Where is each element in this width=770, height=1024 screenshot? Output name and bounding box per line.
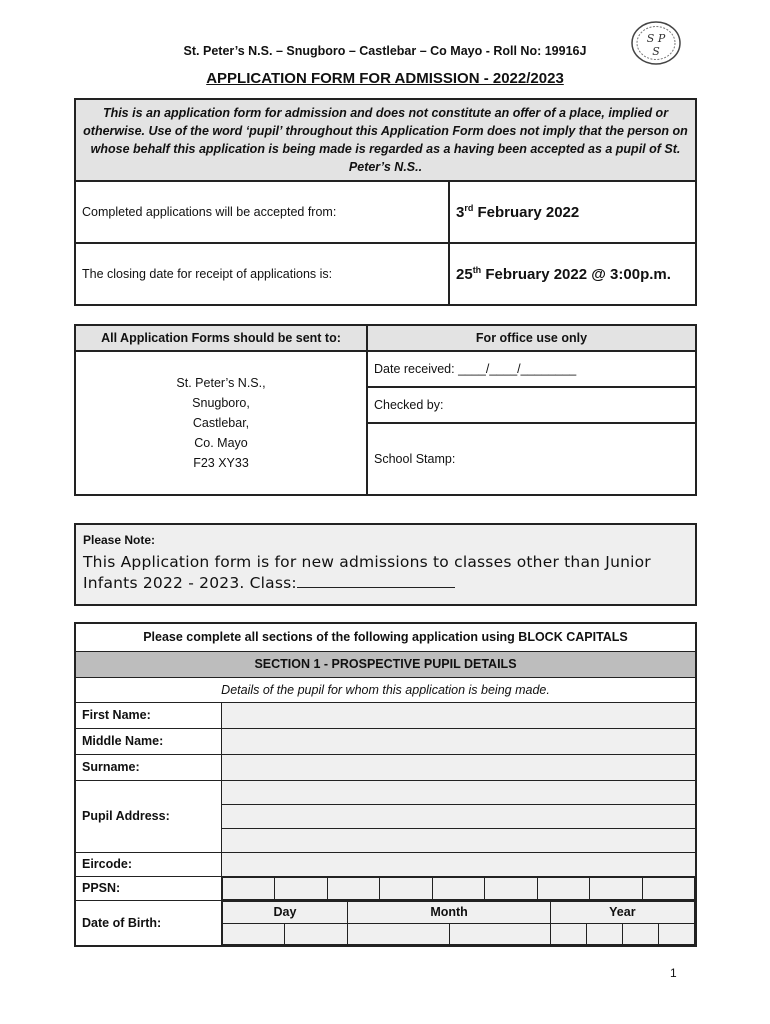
- dob-month-box[interactable]: [348, 923, 449, 945]
- dob-day-box[interactable]: [285, 923, 348, 945]
- dob-label: Date of Birth:: [75, 900, 221, 946]
- school-address: St. Peter’s N.S., Snugboro, Castlebar, Co. Mayo F23 XY33: [75, 351, 367, 495]
- accept-from-label: Completed applications will be accepted from:: [75, 181, 449, 243]
- middle-name-label: Middle Name:: [75, 728, 221, 754]
- school-crest-logo: [630, 20, 682, 66]
- dob-day-header: Day: [222, 901, 348, 923]
- note-text: This Application form is for new admissions to classes other than Junior Infants 2022 - 2023. Class:: [83, 553, 651, 592]
- dob-year-box[interactable]: [658, 923, 694, 945]
- ppsn-char-box[interactable]: [275, 877, 328, 899]
- middle-name-field[interactable]: [221, 728, 696, 754]
- dob-month-header: Month: [348, 901, 550, 923]
- block-capitals-instruction: Please complete all sections of the following application using BLOCK CAPITALS: [75, 623, 696, 651]
- school-header-line: St. Peter’s N.S. – Snugboro – Castlebar – Co Mayo - Roll No: 19916J: [183, 44, 587, 58]
- page-number: 1: [670, 966, 677, 980]
- dob-day-box[interactable]: [222, 923, 285, 945]
- intro-box: [74, 98, 697, 306]
- checked-by-field: Checked by:: [367, 387, 696, 423]
- send-to-box: [74, 324, 697, 496]
- dob-month-box[interactable]: [449, 923, 550, 945]
- ppsn-char-box[interactable]: [432, 877, 485, 899]
- dob-year-box[interactable]: [622, 923, 658, 945]
- please-note-box: [74, 523, 697, 606]
- pupil-details-form: [74, 622, 697, 947]
- surname-label: Surname:: [75, 754, 221, 780]
- disclaimer-text: This is an application form for admission and does not constitute an offer of a place, implied or otherwise. Use of the word ‘pupil’ throughout this Application Form does not imply that the person on whose behalf this application is being made is regarded as a having been accepted as a pupil of St. Peter’s N.S..: [75, 99, 696, 181]
- class-blank-line[interactable]: [297, 573, 455, 588]
- svg-text:S: S: [652, 45, 660, 58]
- pupil-address-line-1[interactable]: [221, 780, 696, 804]
- accept-from-date: 3rd February 2022: [449, 181, 696, 243]
- pupil-address-label: Pupil Address:: [75, 780, 221, 852]
- page-title: APPLICATION FORM FOR ADMISSION - 2022/2023: [206, 70, 564, 87]
- section-1-title: SECTION 1 - PROSPECTIVE PUPIL DETAILS: [75, 651, 696, 677]
- ppsn-char-box[interactable]: [327, 877, 380, 899]
- dob-boxes: [221, 900, 696, 946]
- ppsn-char-box[interactable]: [642, 877, 695, 899]
- closing-date-label: The closing date for receipt of applications is:: [75, 243, 449, 305]
- pupil-address-line-3[interactable]: [221, 828, 696, 852]
- surname-field[interactable]: [221, 754, 696, 780]
- ppsn-char-box[interactable]: [537, 877, 590, 899]
- first-name-label: First Name:: [75, 702, 221, 728]
- school-stamp-field: School Stamp:: [367, 423, 696, 495]
- ppsn-char-box[interactable]: [222, 877, 275, 899]
- office-use-header: For office use only: [367, 325, 696, 351]
- first-name-field[interactable]: [221, 702, 696, 728]
- svg-text:S P: S P: [646, 32, 666, 45]
- dob-year-box[interactable]: [550, 923, 586, 945]
- dob-year-header: Year: [550, 901, 694, 923]
- send-to-header: All Application Forms should be sent to:: [75, 325, 367, 351]
- date-received-field: Date received: ____/____/________: [367, 351, 696, 387]
- closing-date-value: 25th February 2022 @ 3:00p.m.: [449, 243, 696, 305]
- dob-year-box[interactable]: [586, 923, 622, 945]
- section-1-details: Details of the pupil for whom this application is being made.: [75, 677, 696, 702]
- ppsn-char-box[interactable]: [485, 877, 538, 899]
- note-heading: Please Note:: [83, 533, 156, 547]
- eircode-field[interactable]: [221, 852, 696, 876]
- ppsn-char-box[interactable]: [590, 877, 643, 899]
- pupil-address-line-2[interactable]: [221, 804, 696, 828]
- eircode-label: Eircode:: [75, 852, 221, 876]
- ppsn-label: PPSN:: [75, 876, 221, 900]
- ppsn-boxes: [221, 876, 696, 900]
- ppsn-char-box[interactable]: [380, 877, 433, 899]
